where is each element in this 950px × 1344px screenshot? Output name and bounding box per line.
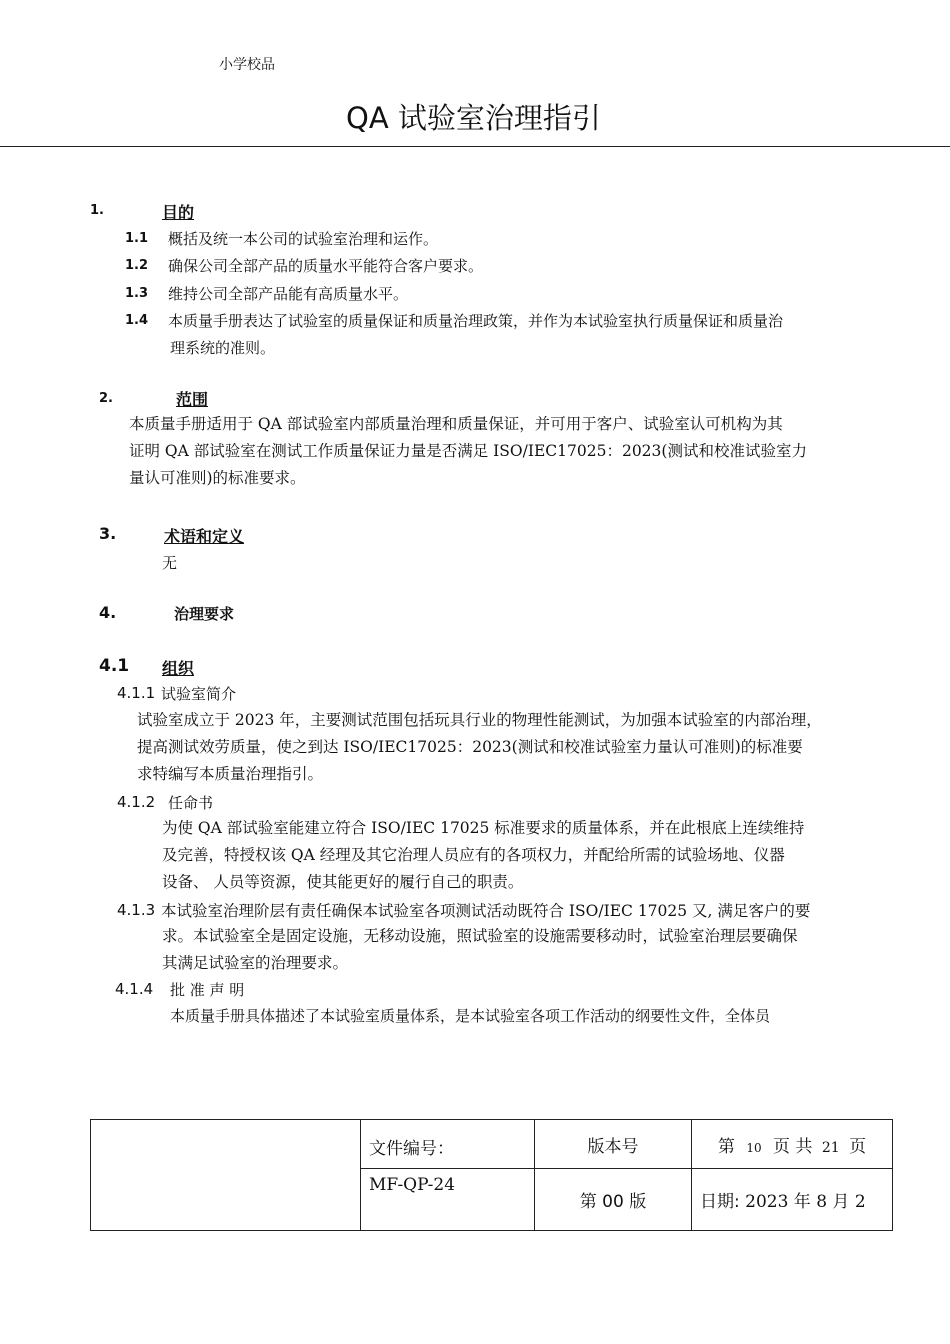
item-1-4-text-line2: 理系统的准则。 [170, 339, 276, 357]
page-mid: 页 共 [773, 1136, 813, 1157]
subsection-4-1-3-line: 求。本试验室全是固定设施，无移动设施，照试验室的设施需要移动时，试验室治理层要确保 [162, 927, 798, 945]
subsection-4-1-1-line: 提高测试效劳质量，使之到达 ISO/IEC17025：2023(测试和校准试验室力量认可准则)的标准要 [137, 738, 803, 756]
header-divider [0, 146, 950, 147]
subsection-4-1-1-line: 求特编写本质量治理指引。 [137, 765, 324, 783]
section-2-line: 量认可准则)的标准要求。 [129, 469, 306, 487]
footer-blank-cell [91, 1120, 361, 1231]
section-3-title: 术语和定义 [164, 527, 245, 546]
item-1-1-text: 概括及统一本公司的试验室治理和运作。 [168, 230, 439, 248]
item-1-3-number: 1.3 [125, 286, 149, 301]
subsection-4-1-4-line: 本质量手册具体描述了本试验室质量体系，是本试验室各项工作活动的纲要性文件，全体员 [170, 1007, 771, 1025]
version-label: 版本号 [587, 1136, 639, 1157]
version-label-cell [535, 1120, 692, 1169]
subsection-4-1-2-line: 为使 QA 部试验室能建立符合 ISO/IEC 17025 标准要求的质量体系，并在此根底上连续维持 [162, 819, 805, 837]
item-1-1-number: 1.1 [125, 231, 149, 246]
section-1-number: 1. [90, 203, 104, 218]
section-2-line: 证明 QA 部试验室在测试工作质量保证力量是否满足 ISO/IEC17025：2023(测试和校准试验室力 [129, 442, 807, 460]
page-current: 10 [746, 1140, 762, 1155]
item-1-4-text-line1: 本质量手册表达了试验室的质量保证和质量治理政策，并作为本试验室执行质量保证和质量治 [168, 312, 784, 330]
section-3-text: 无 [162, 554, 178, 572]
page-prefix: 第 [717, 1136, 735, 1157]
version-value: 第 00 版 [579, 1192, 647, 1213]
subsection-4-1-3-number: 4.1.3 [117, 901, 156, 919]
subsection-4-1-1-title: 试验室简介 [161, 685, 237, 703]
date-cell [692, 1169, 893, 1231]
section-2-body [129, 411, 889, 492]
page-total: 21 [821, 1139, 840, 1156]
subsection-4-1-2-line: 设备、 人员等资源，使其能更好的履行自己的职责。 [162, 873, 524, 891]
school-label: 小学校品 [219, 57, 275, 73]
section-4-1-title: 组织 [162, 659, 195, 678]
version-value-cell [535, 1169, 692, 1231]
subsection-4-1-1-body [137, 707, 889, 788]
item-1-3-text: 维持公司全部产品能有高质量水平。 [168, 285, 409, 303]
section-1-title: 目的 [162, 203, 195, 222]
page-suffix: 页 [849, 1136, 867, 1157]
subsection-4-1-2-title: 任命书 [168, 794, 214, 812]
section-4-title: 治理要求 [174, 605, 235, 623]
subsection-4-1-3-line: 其满足试验室的治理要求。 [162, 954, 349, 972]
item-1-4-number: 1.4 [125, 313, 149, 328]
section-2-number: 2. [99, 391, 113, 406]
section-2-title: 范围 [176, 390, 209, 409]
subsection-4-1-3-line: 本试验室治理阶层有责任确保本试验室各项测试活动既符合 ISO/IEC 17025 又, 满足客户的要 [161, 902, 811, 920]
subsection-4-1-2-line: 及完善，特授权该 QA 经理及其它治理人员应有的各项权力，并配给所需的试验场地、仪器 [162, 846, 785, 864]
subsection-4-1-1-line: 试验室成立于 2023 年，主要测试范围包括玩具行业的物理性能测试，为加强本试验室的内部治理， [137, 711, 822, 729]
doc-number-value: MF-QP-24 [369, 1175, 456, 1196]
doc-number-cell [361, 1169, 535, 1231]
date-value: 2023 年 8 月 2 [745, 1192, 866, 1213]
page-count-cell [692, 1120, 893, 1169]
date-label: 日期: [700, 1192, 740, 1213]
subsection-4-1-1-number: 4.1.1 [117, 684, 156, 702]
subsection-4-1-4-title: 批 准 声 明 [170, 981, 245, 999]
subsection-4-1-3-body [162, 923, 889, 977]
section-4-1-number: 4.1 [99, 656, 130, 676]
subsection-4-1-2-number: 4.1.2 [117, 793, 156, 811]
section-3-number: 3. [99, 524, 117, 543]
section-2-line: 本质量手册适用于 QA 部试验室内部质量治理和质量保证，并可用于客户、试验室认可机构为其 [129, 415, 783, 433]
subsection-4-1-2-body [162, 815, 889, 896]
subsection-4-1-4-number: 4.1.4 [115, 980, 154, 998]
section-4-number: 4. [99, 603, 117, 622]
item-1-2-number: 1.2 [125, 258, 149, 273]
document-footer-table [90, 1119, 893, 1231]
page-title: QA 试验室治理指引 [346, 101, 601, 135]
item-1-2-text: 确保公司全部产品的质量水平能符合客户要求。 [168, 257, 484, 275]
doc-number-label: 文件编号： [361, 1120, 535, 1169]
